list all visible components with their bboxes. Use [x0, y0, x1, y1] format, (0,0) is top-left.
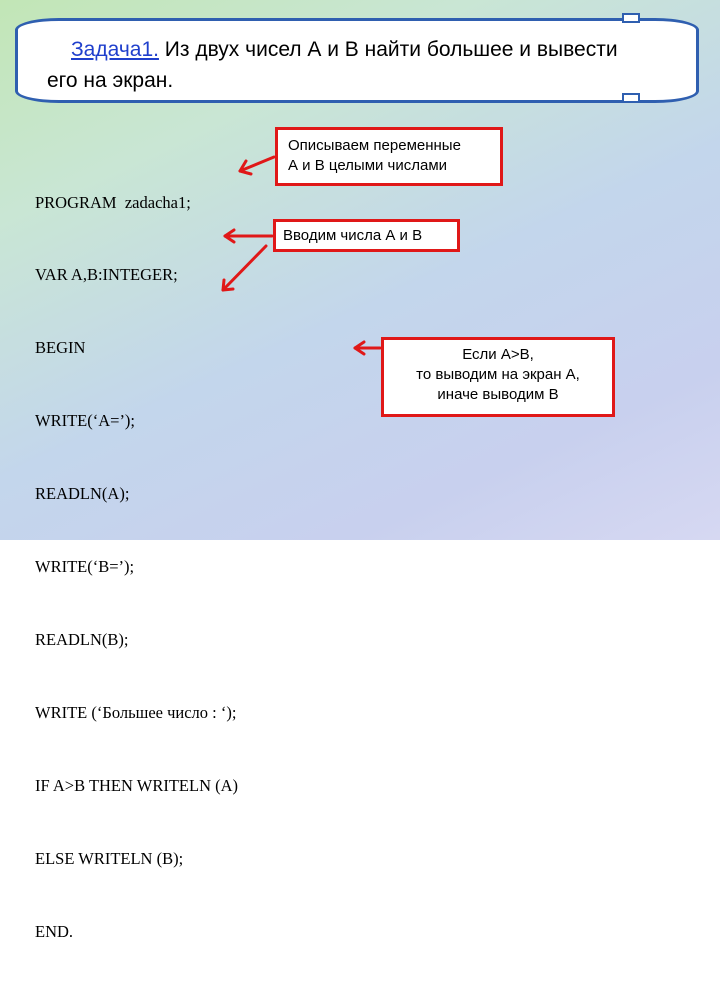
callout-variables-line1: Описываем переменные	[288, 137, 461, 154]
code-line: WRITE (‘Большее число : ‘);	[35, 702, 237, 722]
code-line: WRITE(‘B=’);	[35, 557, 135, 577]
callout-input-text: Вводим числа А и В	[283, 227, 423, 244]
code-line: WRITE(‘A=’);	[35, 411, 136, 431]
callout-condition-line1: Если А>В,	[462, 346, 534, 363]
callout-variables-line2: А и В целыми числами	[288, 157, 448, 174]
code-line: END.	[35, 921, 74, 941]
callout-condition-line3: иначе выводим В	[437, 386, 559, 403]
task-label-link[interactable]: Задача1.	[71, 38, 159, 61]
code-line: ELSE WRITELN (B);	[35, 848, 184, 868]
code-line: PROGRAM zadacha1;	[35, 192, 191, 212]
code-line: READLN(B);	[35, 629, 129, 649]
arrow-to-if-line	[355, 342, 380, 354]
arrow-to-write-b	[223, 246, 266, 290]
code-line: VAR A,B:INTEGER;	[35, 265, 178, 285]
task-text-line1: Из двух чисел А и В найти большее и вывести	[158, 38, 618, 61]
callout-condition-line2: то выводим на экран А,	[416, 366, 580, 383]
arrow-to-write-a	[225, 230, 272, 242]
code-line: IF A>B THEN WRITELN (A)	[35, 775, 239, 795]
arrow-to-var-line	[240, 157, 274, 174]
code-line: READLN(A);	[35, 484, 130, 504]
task-text-line2: его на экран.	[47, 69, 174, 92]
code-line: BEGIN	[35, 338, 86, 358]
